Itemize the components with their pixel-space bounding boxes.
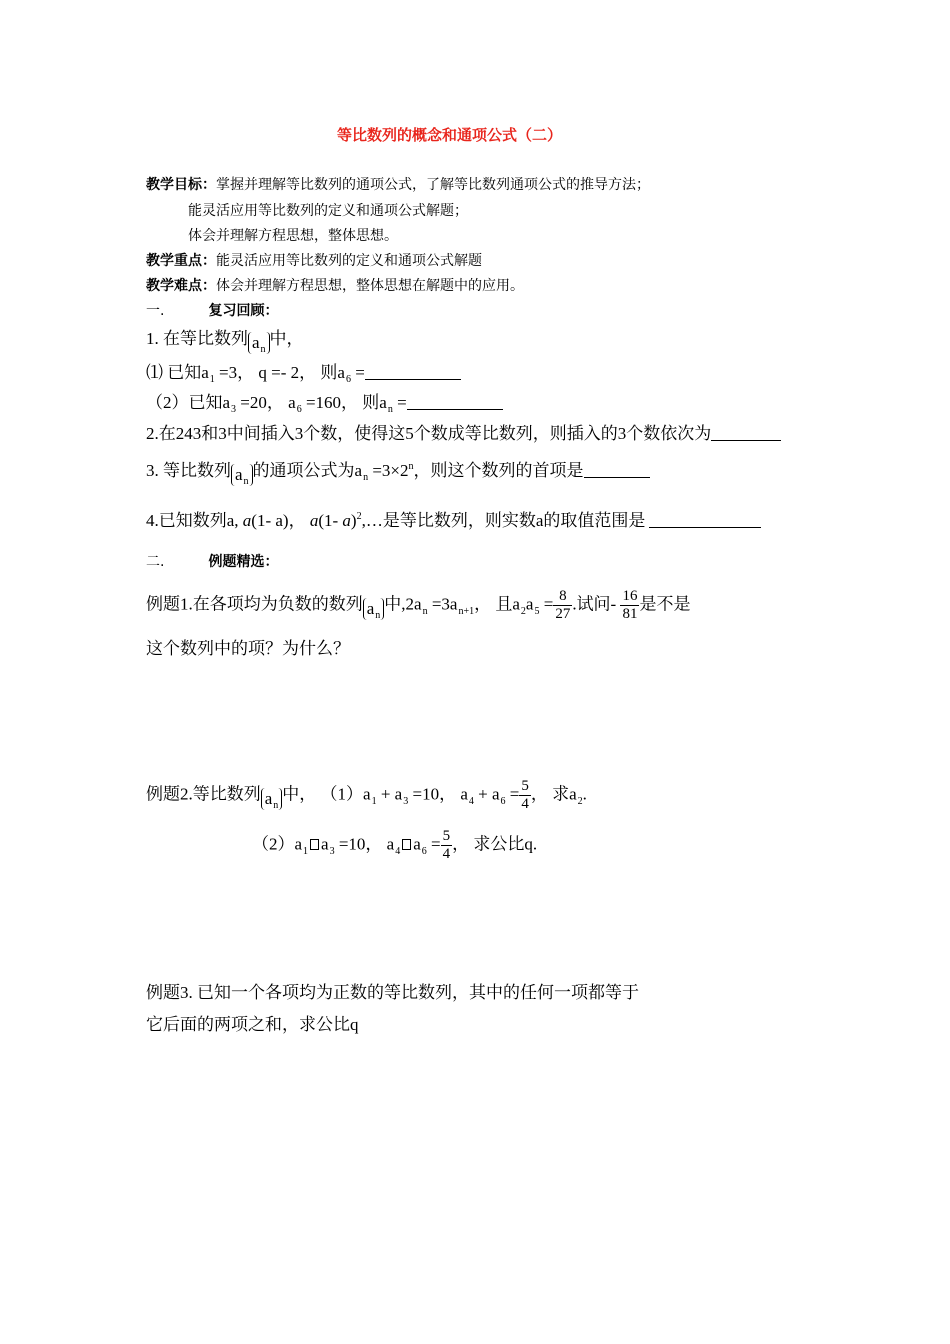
ex1-sub4: 5 — [534, 605, 540, 617]
q1-intro — [146, 330, 304, 354]
q1-p2-eq3: = — [392, 393, 407, 412]
example3-line2: 它后面的两项之和，求公比q — [146, 1015, 359, 1034]
ex2-p1-end-sub: 2 — [577, 795, 583, 807]
section1-title: 复习回顾： — [208, 303, 279, 319]
ex2-p2-mid: a — [321, 834, 329, 854]
ex2-p1-d-sub: 6 — [500, 795, 506, 807]
q4-exp: 2 — [356, 511, 362, 522]
q3-mid: 的通项公式为 — [252, 461, 355, 480]
fraction-numerator: 5 — [441, 828, 453, 846]
q1-p1-a-sub: 1 — [209, 374, 215, 385]
q4-p7: ) — [350, 511, 357, 530]
seq-brace — [248, 332, 270, 354]
q1-p1-b: a — [337, 363, 345, 382]
q3-exp: n — [408, 461, 414, 472]
ex2-p2-a: a — [294, 834, 303, 854]
multiply-box-icon — [310, 839, 319, 850]
q1-p1-b-sub: 6 — [345, 374, 351, 385]
ex1-eq2: = — [539, 594, 554, 614]
q4-p8: ,…是等比数列，则实数a的取值范围是 — [361, 511, 646, 530]
fraction-denominator: 27 — [555, 606, 571, 623]
example3-line1: 例题3. 已知一个各项均为正数的等比数列，其中的任何一项都等于 — [146, 983, 639, 1002]
ex2-intro: 例题2.等比数列 — [146, 784, 261, 804]
q1-intro-end: 中， — [269, 329, 304, 348]
q4-p3: (1- a)， — [251, 511, 310, 530]
multiply-box-icon — [402, 839, 411, 850]
objectives-line2: 能灵活应用等比数列的定义和通项公式解题； — [188, 203, 468, 219]
fraction-numerator: 16 — [620, 588, 639, 606]
fraction — [620, 588, 639, 624]
q4-p2: a — [242, 511, 252, 530]
answer-blank[interactable] — [649, 527, 761, 528]
q3-a: a — [354, 461, 363, 480]
q1-p1-eq2: = — [350, 363, 365, 382]
ex2-seq-sub: n — [273, 799, 279, 811]
section2-title: 例题精选： — [208, 554, 279, 570]
ex1-sub3: 2 — [520, 605, 526, 617]
ex1-sub1: n — [422, 605, 428, 617]
q4 — [146, 512, 761, 529]
ex1-intro: 例题1.在各项均为负数的数列 — [146, 594, 363, 614]
answer-blank[interactable] — [407, 409, 503, 410]
fraction — [441, 828, 453, 864]
q1-p2-eq1: =20， — [236, 393, 289, 412]
ex2-p1-a-sub: 1 — [371, 795, 377, 807]
q1-p2-c: a — [379, 393, 387, 412]
ex2-p2-label: （2） — [252, 834, 295, 854]
section2-num: 二. — [146, 554, 165, 570]
seq-brace — [363, 598, 385, 620]
difficulties — [146, 279, 524, 293]
answer-blank[interactable] — [584, 477, 650, 478]
q1-intro-text: 1. 在等比数列 — [146, 329, 248, 348]
fraction-numerator: 5 — [519, 778, 531, 796]
ex1-end: 是不是 — [639, 594, 691, 614]
difficulties-label: 教学难点： — [146, 278, 216, 294]
ex2-p2-c-sub: 4 — [395, 845, 401, 857]
example2-line1 — [146, 778, 587, 814]
q1-p2-a: a — [222, 393, 231, 412]
fraction-denominator: 4 — [521, 796, 529, 813]
section1-num: 一. — [146, 303, 165, 319]
page-title: 等比数列的概念和通项公式（二） — [337, 126, 563, 144]
fraction — [519, 778, 531, 814]
answer-blank[interactable] — [711, 440, 781, 441]
q3-intro: 3. 等比数列 — [146, 461, 231, 480]
q1-p2-c-sub: n — [387, 404, 393, 415]
q1-p2-label: （2）已知 — [146, 393, 223, 412]
objectives-line3: 体会并理解方程思想，整体思想。 — [188, 228, 398, 244]
objectives-text1: 掌握并理解等比数列的通项公式，了解等比数列通项公式的推导方法； — [216, 177, 650, 193]
ex1-ask: .试问- — [572, 594, 621, 614]
key-points-text: 能灵活应用等比数列的定义和通项公式解题 — [216, 253, 482, 269]
objectives-line1 — [146, 178, 650, 192]
ex2-p1-b-sub: 3 — [403, 795, 409, 807]
objectives-label: 教学目标： — [146, 177, 216, 193]
fraction — [553, 588, 572, 624]
q3 — [146, 462, 650, 486]
ex1-seq-sub: n — [375, 609, 381, 621]
ex2-p1-dot: . — [582, 784, 587, 804]
q1-p1-label: ⑴ 已知 — [146, 363, 202, 382]
q4-p6: a — [342, 511, 351, 530]
ex2-mid: 中， （1） — [282, 784, 364, 804]
ex2-p2-b-sub: 3 — [329, 845, 335, 857]
difficulties-text: 体会并理解方程思想，整体思想在解题中的应用。 — [216, 278, 524, 294]
ex2-p1-eq2: = — [505, 784, 520, 804]
q3-seq-sub: n — [243, 476, 249, 487]
q4-p4: a — [309, 511, 319, 530]
q1-p2-a-sub: 3 — [231, 404, 237, 415]
q1-p1-a: a — [201, 363, 209, 382]
q1-p2-eq2: =160， 则 — [301, 393, 380, 412]
q3-end: ，则这个数列的首项是 — [413, 461, 584, 480]
ex1-a5: a — [525, 594, 534, 614]
q1-p1-eq1: =3， q =- 2， 则 — [214, 363, 338, 382]
ex2-p2-eq2: = — [426, 834, 441, 854]
key-points-label: 教学重点： — [146, 253, 216, 269]
example2-line2 — [252, 828, 537, 864]
example1-line2: 这个数列中的项？为什么？ — [146, 639, 350, 658]
ex2-p2-eq: =10， a — [334, 834, 395, 854]
fraction-numerator: 8 — [553, 588, 572, 606]
ex2-p2-mid2: a — [413, 834, 421, 854]
seq-brace — [261, 788, 283, 810]
section2-heading — [146, 555, 278, 569]
example1-line1 — [146, 588, 690, 624]
key-points — [146, 254, 482, 268]
ex2-p1-c-sub: 4 — [468, 795, 474, 807]
ex2-p1-a: a — [363, 784, 371, 804]
ex1-cond: ， 且a — [474, 594, 520, 614]
fraction-denominator: 4 — [442, 846, 451, 863]
q3-a-sub: n — [363, 472, 369, 483]
ex2-p1-eq: =10， a — [408, 784, 468, 804]
ex1-sub2: n+1 — [458, 605, 475, 617]
ex2-seq: a — [264, 788, 273, 808]
section1-heading — [146, 304, 278, 318]
q1-p2-b: a — [288, 393, 296, 412]
q2 — [146, 425, 781, 442]
seq-brace — [231, 464, 253, 486]
q4-p1: 4.已知数列a, — [146, 511, 243, 530]
fraction-denominator: 81 — [622, 606, 638, 623]
q4-p5: (1- — [318, 511, 343, 530]
ex2-p2-end: ， 求公比q. — [452, 834, 538, 854]
q1-part1 — [146, 364, 461, 385]
ex1-seq: a — [366, 598, 375, 618]
answer-blank[interactable] — [365, 379, 461, 380]
ex2-p1-plus: + a — [376, 784, 403, 804]
q1-seq-sub: n — [260, 344, 266, 355]
ex2-p2-a-sub: 1 — [303, 845, 309, 857]
q2-text: 2.在243和3中间插入3个数，使得这5个数成等比数列，则插入的3个数依次为 — [146, 424, 712, 443]
q1-p2-b-sub: 6 — [296, 404, 302, 415]
q3-formula: =3×2 — [368, 461, 409, 480]
q3-seq: a — [235, 465, 243, 484]
ex2-p2-d-sub: 6 — [421, 845, 427, 857]
q1-seq: a — [252, 333, 260, 352]
ex1-eq: =3a — [427, 594, 458, 614]
ex2-p1-plus2: + a — [473, 784, 500, 804]
ex1-mid: 中,2a — [384, 594, 422, 614]
ex2-p1-end: ， 求a — [530, 784, 577, 804]
q1-part2 — [146, 394, 503, 415]
